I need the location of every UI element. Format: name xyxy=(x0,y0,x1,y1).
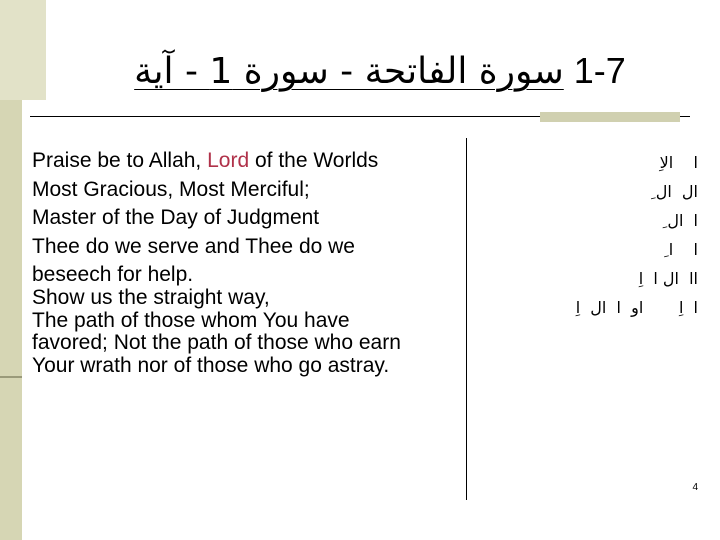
english-translation xyxy=(32,150,462,377)
left-bar-marker xyxy=(0,376,22,378)
arabic-line-1: ا الاِ xyxy=(659,153,698,172)
arabic-line-6: ا اِ او ا ال اِ xyxy=(575,298,698,317)
english-line-1: Praise be to Allah, Lord of the Worlds xyxy=(32,149,379,172)
page-number: 4 xyxy=(692,482,698,493)
english-line-5: beseech for help. xyxy=(32,263,194,287)
title-arabic: سورة الفاتحة - سورة 1 - آية xyxy=(134,50,564,92)
english-line-9: Your wrath nor of those who go astray. xyxy=(32,353,390,377)
english-line-2: Most Gracious, Most Merciful; xyxy=(32,177,310,201)
title-divider-block xyxy=(540,112,680,122)
slide-title xyxy=(60,44,700,98)
english-line-6: Show us the straight way, xyxy=(32,285,270,309)
english-line-8: favored; Not the path of those who earn xyxy=(32,331,401,355)
arabic-line-4: ا ا ِ xyxy=(664,240,698,259)
arabic-line-3: ا ال ِ xyxy=(662,211,698,230)
english-line-3: Master of the Day of Judgment xyxy=(32,206,320,230)
arabic-line-2: ال ال ِ xyxy=(651,182,698,201)
highlighted-word-lord: Lord xyxy=(207,149,250,172)
english-line-7: The path of those whom You have xyxy=(32,308,350,332)
column-divider xyxy=(466,138,467,500)
title-ayah-range: 1-7 xyxy=(573,50,626,91)
top-left-accent-band xyxy=(0,0,46,100)
arabic-verses xyxy=(478,148,698,322)
arabic-line-5: اا ال ا اِ xyxy=(638,269,698,288)
english-line-4: Thee do we serve and Thee do we xyxy=(32,234,355,258)
